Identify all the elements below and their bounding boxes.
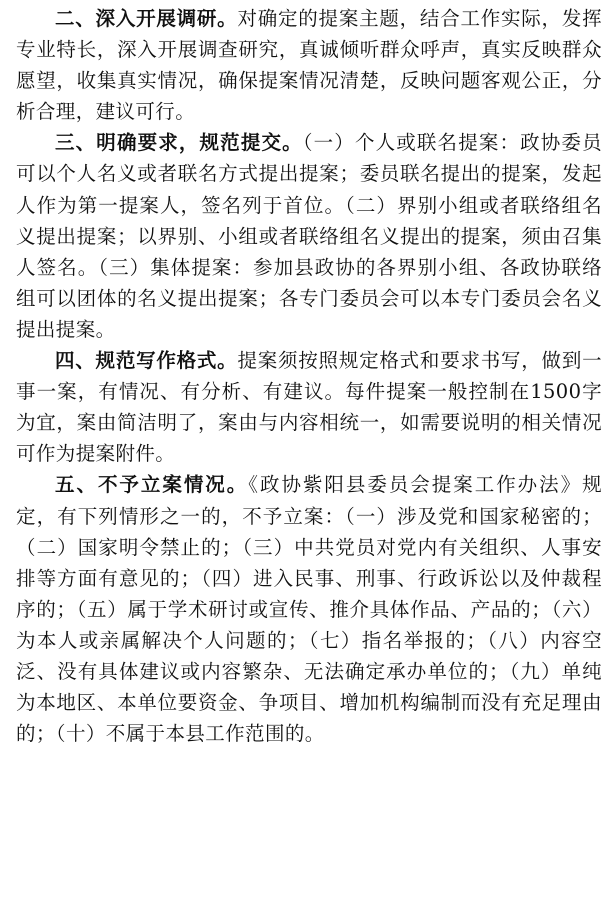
section-three-heading: 三、明确要求，规范提交。 — [55, 131, 303, 155]
section-four-paragraph — [16, 345, 602, 469]
section-three-body: （一）个人或联名提案：政协委员可以个人名义或者联名方式提出提案；委员联名提出的提案，发起人作为第一提案人，签名列于首位。（二）界别小组或者联络组名义提出提案；以界别、小组或者联络组名义提出的提案，须由召集人签名。（三）集体提案：参加县政协的各界别小组、各政协联络组可以团体的名义提出提案；各专门委员会可以本专门委员会名义提出提案。 — [16, 131, 602, 341]
section-four-body: 提案须按照规定格式和要求书写，做到一事一案，有情况、有分析、有建议。每件提案一般控制在1500字为宜，案由简洁明了，案由与内容相统一，如需要说明的相关情况可作为提案附件。 — [16, 349, 603, 466]
section-three-paragraph — [16, 127, 602, 345]
section-two-paragraph — [16, 3, 602, 127]
section-five-paragraph — [16, 469, 602, 749]
section-five-body: 《政协紫阳县委员会提案工作办法》规定，有下列情形之一的，不予立案：（一）涉及党和国家秘密的；（二）国家明令禁止的；（三）中共党员对党内有关组织、人事安排等方面有意见的；（四）进入民事、刑事、行政诉讼以及仲裁程序的；（五）属于学术研讨或宣传、推介具体作品、产品的；（六）为本人或亲属解决个人问题的；（七）指名举报的；（八）内容空泛、没有具体建议或内容繁杂、无法确定承办单位的；（九）单纯为本地区、本单位要资金、争项目、增加机构编制而没有充足理由的；（十）不属于本县工作范围的。 — [16, 473, 602, 746]
section-five-heading: 五、不予立案情况。 — [55, 473, 249, 497]
section-two-body: 对确定的提案主题，结合工作实际，发挥专业特长，深入开展调查研究，真诚倾听群众呼声，真实反映群众愿望，收集真实情况，确保提案情况清楚，反映问题客观公正，分析合理，建议可行。 — [16, 7, 603, 124]
section-four-heading: 四、规范写作格式。 — [55, 349, 238, 373]
section-two-heading: 二、深入开展调研。 — [55, 7, 238, 30]
